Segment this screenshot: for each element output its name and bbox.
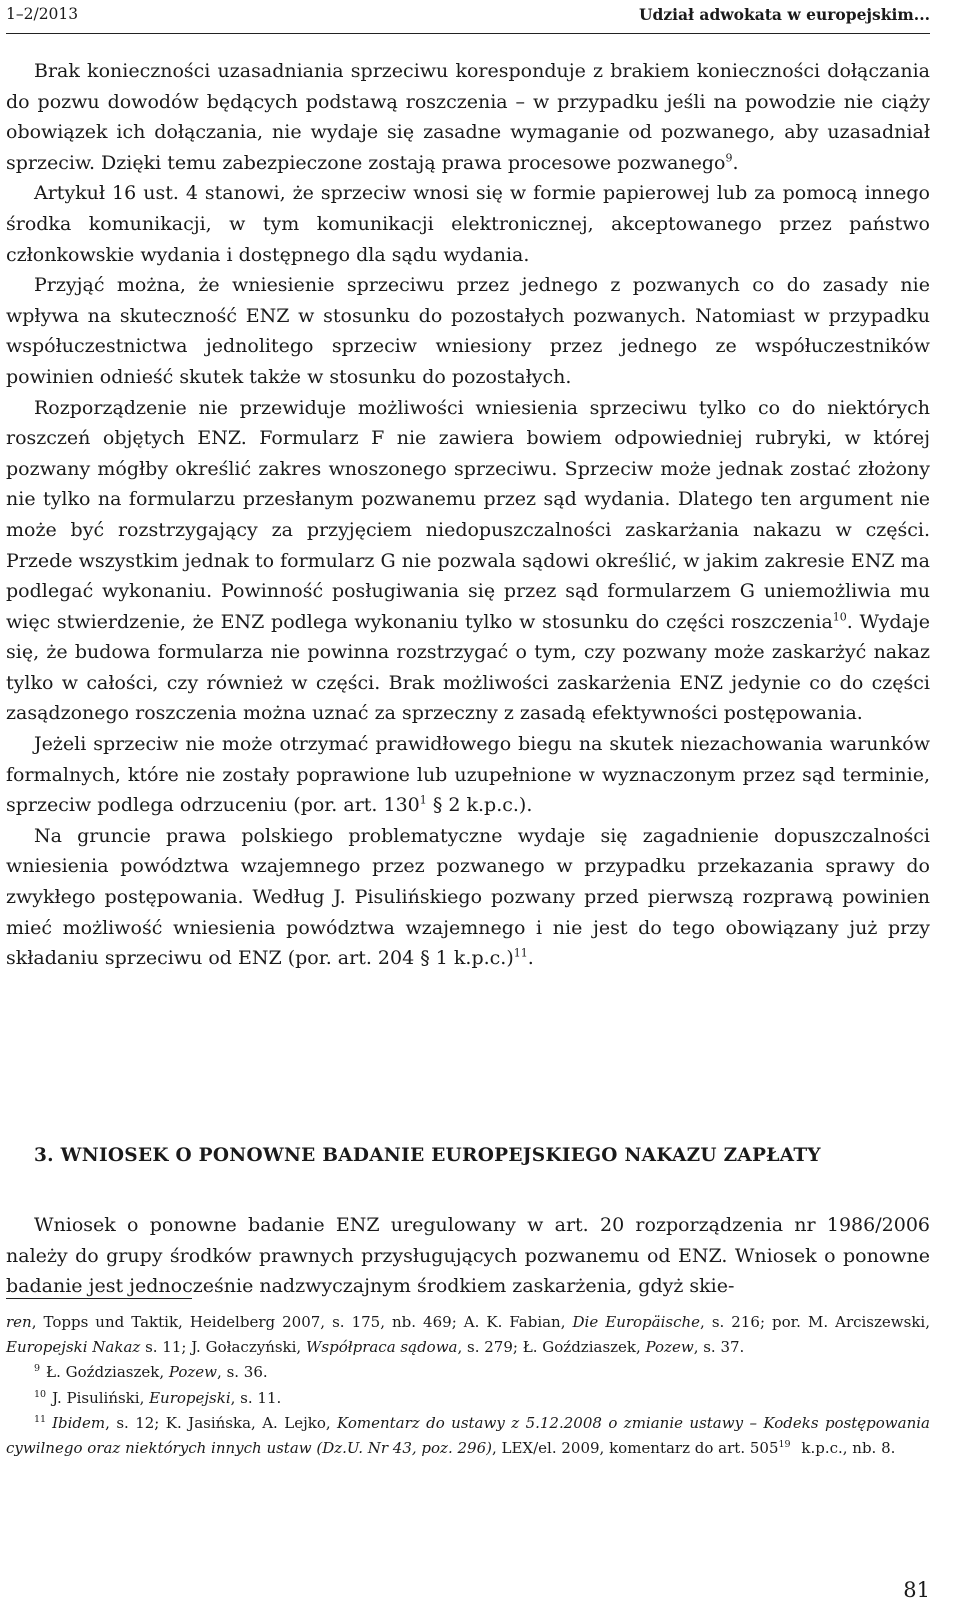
footnote-divider [6, 1298, 192, 1299]
running-title: Udział adwokata w europejskim... [638, 5, 930, 24]
page-number: 81 [903, 1578, 930, 1602]
paragraph: Przyjąć można, że wniesienie sprzeciwu przez jednego z pozwanych co do zasady nie wpływa na skuteczność ENZ w stosunku do pozostałych pozwanych. Natomiast w przypadku współuczestnictwa jednolitego sprzeciw wniesiony przez jednego ze współuczestników powinien odnieść skutek także w stosunku do pozostałych. [6, 274, 930, 388]
paragraph: Na gruncie prawa polskiego problematyczne wydaje się zagadnienie dopuszczalności wniesienia powództwa wzajemnego przez pozwanego w przypadku przekazania sprawy do zwykłego postępowania. Według J. Pisulińskiego pozwany przed pierwszą rozprawą powinien mieć możliwość wniesienia powództwa wzajemnego i nie jest do tego obowiązany już przy składaniu sprzeciwu od ENZ (por. art. 204 § 1 k.p.c.)$^{11}$. [6, 824, 930, 970]
footnote-9: $^9$ Ł. Goździaszek, Pozew, s. 36. [34, 1363, 268, 1382]
footnote-11: $^{11}$ Ibidem, s. 12; K. Jasińska, A. Lejko, Komentarz do ustawy z 5.12.2008 o zmianie ustawy – Kodeks postępowania cywilnego oraz niektórych innych ustaw (Dz.U. Nr 43, poz. 296), LEX/el. 2009, komentarz do art. $505^{19}$ k.p.c., nb. 8. [6, 1413, 930, 1458]
footnote-10: $^{10}$ J. Pisuliński, Europejski, s. 11. [34, 1388, 282, 1407]
paragraph: Rozporządzenie nie przewiduje możliwości wniesienia sprzeciwu tylko co do niektórych roszczeń objętych ENZ. Formularz F nie zawiera bowiem odpowiedniej rubryki, w której pozwany mógłby określić zakres wnoszonego sprzeciwu. Sprzeciw może jednak zostać złożony nie tylko na formularzu przesłanym pozwanemu przez sąd wydania. Dlatego ten argument nie może być rozstrzygający za przyjęciem niedopuszczalności zaskarżania nakazu w części. Przede wszystkim jednak to formularz G nie pozwala sądowi określić, w jakim zakresie ENZ ma podlegać wykonaniu. Powinność posługiwania się przez sąd formularzem G uniemożliwia mu więc stwierdzenie, że ENZ podlega wykonaniu tylko w stosunku do części roszczenia$^{10}$. Wydaje się, że budowa formularza nie powinna rozstrzygać o tym, czy pozwany może zaskarżyć nakaz tylko w całości, czy również w części. Brak możliwości zaskarżenia ENZ jedynie co do części zasądzonego roszczenia można uznać za sprzeczny z zasadą efektywności postępowania. [6, 396, 930, 725]
paragraph: Jeżeli sprzeciw nie może otrzymać prawidłowego biegu na skutek niezachowania warunków formalnych, które nie zostały poprawione lub uzupełnione w wyznaczonym przez sąd terminie, sprzeciw podlega odrzuceniu (por. art. $130^1$ § 2 k.p.c.). [6, 733, 930, 817]
paragraph: Wniosek o ponowne badanie ENZ uregulowany w art. 20 rozporządzenia nr 1986/2006 należy do grupy środków prawnych przysługujących pozwanemu od ENZ. Wniosek o ponowne badanie jest jednocześnie nadzwyczajnym środkiem zaskarżenia, gdyż skie- [6, 1214, 930, 1298]
section-heading: 3. WNIOSEK O PONOWNE BADANIE EUROPEJSKIEGO NAKAZU ZAPŁATY [34, 1145, 821, 1166]
running-header [6, 3, 930, 34]
footnotes [6, 1310, 930, 1461]
section-text [6, 1210, 930, 1302]
footnote-continuation: ren, Topps und Taktik, Heidelberg 2007, s. 175, nb. 469; A. K. Fabian, Die Europäische, s. 216; por. M. Arciszewski, Europejski Nakaz s. 11; J. Gołaczyński, Współpraca sądowa, s. 279; Ł. Goździaszek, Pozew, s. 37. [6, 1313, 930, 1357]
footnote-ref: 10 [832, 610, 847, 624]
footnote-ref: 9 [725, 151, 733, 165]
footnote-ref: 11 [513, 946, 528, 960]
issue-number: 1–2/2013 [6, 5, 79, 23]
paragraph: Brak konieczności uzasadniania sprzeciwu koresponduje z brakiem konieczności dołączania do pozwu dowodów będących podstawą roszczenia – w przypadku jeśli na powodzie nie ciąży obowiązek ich dołączania, nie wydaje się zasadne wymaganie od pozwanego, aby uzasadniał sprzeciw. Dzięki temu zabezpieczone zostają prawa procesowe pozwanego$^9$. [6, 60, 930, 174]
paragraph: Artykuł 16 ust. 4 stanowi, że sprzeciw wnosi się w formie papierowej lub za pomocą innego środka komunikacji, w tym komunikacji elektronicznej, akceptowanego przez państwo członkowskie wydania i dostępnego dla sądu wydania. [6, 182, 930, 266]
main-text [6, 56, 930, 974]
superscript: 1 [419, 793, 427, 807]
